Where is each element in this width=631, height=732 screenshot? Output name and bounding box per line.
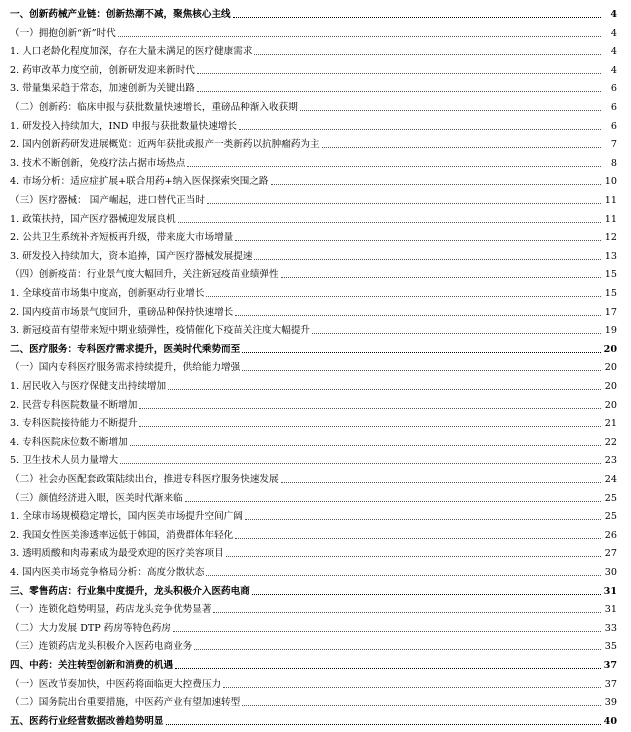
toc-entry[interactable]	[10, 657, 617, 675]
toc-entry-page: 15	[604, 269, 617, 281]
toc-entry-title: （三）颜值经济进入眼，医美时代渐来临	[10, 492, 183, 504]
toc-entry-title: 1. 全球市场规模稳定增长，国内医美市场提升空间广阔	[10, 511, 243, 523]
toc-entry[interactable]	[10, 266, 617, 284]
toc-leader-dots	[239, 129, 601, 130]
toc-entry[interactable]	[10, 452, 617, 470]
toc-entry-title: 1. 居民收入与医疗保健支出持续增加	[10, 381, 167, 392]
toc-entry-title: 3. 带量集采趋于常态，加速创新为关键出路	[10, 83, 195, 95]
toc-entry[interactable]	[10, 694, 617, 712]
toc-entry[interactable]	[10, 676, 617, 694]
toc-leader-dots	[235, 315, 601, 316]
toc-entry-page: 15	[604, 288, 617, 299]
toc-entry[interactable]	[10, 341, 617, 359]
toc-entry-page: 12	[604, 232, 617, 244]
toc-leader-dots	[206, 296, 601, 297]
toc-leader-dots	[139, 408, 601, 409]
toc-entry-title: 1. 政策扶持，国产医疗器械迎发展良机	[10, 213, 176, 225]
toc-entry[interactable]	[10, 211, 617, 229]
toc-entry-page: 25	[604, 511, 617, 523]
toc-entry[interactable]	[10, 62, 617, 80]
toc-entry[interactable]	[10, 434, 617, 452]
toc-entry[interactable]	[10, 43, 617, 61]
toc-entry-title: （一）国内专科医疗服务需求持续提升，供给能力增强	[10, 362, 241, 374]
toc-leader-dots	[242, 705, 601, 706]
toc-entry[interactable]	[10, 490, 617, 508]
toc-entry-title: 2. 我国女性医美渗透率远低于韩国，消费群体年轻化	[10, 529, 234, 541]
toc-entry-page: 31	[604, 604, 617, 616]
toc-entry[interactable]	[10, 304, 617, 322]
toc-entry-page: 30	[604, 567, 617, 578]
toc-entry-title: 3. 新冠疫苗有望带来短中期业绩弹性，疫情催化下疫苗关注度大幅提升	[10, 325, 311, 337]
toc-entry-title: 3. 研发投入持续加大，资本追捧，国产医疗器械发展提速	[10, 250, 253, 262]
toc-entry[interactable]	[10, 638, 617, 656]
toc-leader-dots	[281, 277, 601, 278]
toc-leader-dots	[120, 463, 601, 464]
toc-entry-title: 4. 市场分析：适应症扩展+联合用药+纳入医保探索突围之路	[10, 176, 269, 188]
toc-entry-page: 6	[610, 102, 617, 113]
toc-entry-title: 5. 卫生技术人员力量增大	[10, 455, 119, 467]
toc-entry[interactable]	[10, 583, 617, 601]
toc-entry[interactable]	[10, 99, 617, 117]
toc-entry-title: （二）大力发展 DTP 药房等特色药房	[10, 622, 171, 634]
toc-leader-dots	[271, 184, 601, 185]
toc-entry-page: 4	[610, 27, 617, 39]
toc-leader-dots	[139, 426, 601, 427]
toc-leader-dots	[254, 259, 601, 260]
toc-entry[interactable]	[10, 713, 617, 731]
toc-leader-dots	[281, 482, 601, 483]
toc-leader-dots	[187, 166, 601, 167]
toc-leader-dots	[312, 333, 601, 334]
toc-entry-title: 1. 人口老龄化程度加深，存在大量未满足的医疗健康需求	[10, 46, 253, 58]
toc-entry-title: 4. 专科医院床位数不断增加	[10, 436, 128, 448]
toc-entry[interactable]	[10, 136, 617, 154]
toc-leader-dots	[130, 445, 601, 446]
toc-entry-title: 3. 透明质酸和肉毒素成为最受欢迎的医疗美容项目	[10, 548, 224, 560]
toc-entry-page: 40	[603, 715, 617, 727]
toc-leader-dots	[197, 73, 601, 74]
toc-entry[interactable]	[10, 359, 617, 377]
toc-entry-page: 25	[604, 492, 617, 504]
toc-entry-title: 3. 专科医院接待能力不断提升	[10, 418, 138, 430]
toc-entry-title: （一）拥抱创新“新”时代	[10, 27, 116, 39]
toc-leader-dots	[175, 668, 601, 669]
toc-entry-page: 17	[604, 306, 617, 318]
toc-entry[interactable]	[10, 285, 617, 303]
toc-leader-dots	[235, 538, 601, 539]
toc-leader-dots	[233, 17, 601, 18]
toc-leader-dots	[118, 36, 601, 37]
toc-entry-page: 20	[604, 381, 617, 392]
toc-entry-page: 11	[604, 213, 617, 225]
toc-entry[interactable]	[10, 155, 617, 173]
toc-leader-dots	[242, 370, 601, 371]
toc-entry-title: 2. 药审改革力度空前，创新研发迎来新时代	[10, 64, 195, 76]
toc-leader-dots	[226, 556, 601, 557]
toc-entry-title: （一）连锁化趋势明显，药店龙头竞争优势显著	[10, 604, 212, 616]
toc-entry[interactable]	[10, 471, 617, 489]
toc-entry[interactable]	[10, 118, 617, 136]
toc-entry-title: 2. 国内疫苗市场景气度回升，重磅品种保持快速增长	[10, 306, 234, 318]
toc-leader-dots	[213, 612, 601, 613]
toc-leader-dots	[245, 519, 601, 520]
toc-entry[interactable]	[10, 173, 617, 191]
toc-entry-page: 4	[610, 64, 617, 76]
toc-entry-page: 20	[603, 343, 617, 355]
toc-entry[interactable]	[10, 248, 617, 266]
toc-entry-page: 10	[604, 176, 617, 188]
toc-leader-dots	[322, 147, 601, 148]
toc-entry-title: 四、中药：关注转型创新和消费的机遇	[10, 660, 174, 671]
toc-entry-title: 2. 国内创新药研发进展概览：近两年获批或报产一类新药以抗肿瘤药为主	[10, 139, 320, 151]
toc-entry-page: 8	[610, 157, 617, 169]
toc-entry[interactable]	[10, 564, 617, 582]
toc-entry[interactable]	[10, 527, 617, 545]
toc-entry-title: 4. 国内医美市场竞争格局分析：高度分散状态	[10, 567, 205, 578]
toc-entry-page: 27	[604, 548, 617, 560]
toc-entry-page: 24	[604, 474, 617, 485]
toc-entry[interactable]	[10, 6, 617, 24]
toc-entry[interactable]	[10, 415, 617, 433]
toc-entry[interactable]	[10, 322, 617, 340]
toc-entry-title: 2. 公共卫生系统补齐短板再升级，带来庞大市场增量	[10, 232, 234, 244]
toc-leader-dots	[254, 54, 601, 55]
toc-entry-page: 26	[604, 529, 617, 541]
toc-entry-page: 11	[604, 195, 617, 206]
toc-entry-page: 20	[604, 362, 617, 374]
toc-entry[interactable]	[10, 25, 617, 43]
toc-entry[interactable]	[10, 192, 617, 210]
toc-leader-dots	[223, 687, 601, 688]
toc-entry[interactable]	[10, 229, 617, 247]
toc-entry-page: 6	[610, 120, 617, 132]
toc-entry[interactable]	[10, 601, 617, 619]
toc-entry-title: （一）医改节奏加快，中医药将面临更大控费压力	[10, 678, 222, 690]
toc-entry-page: 37	[603, 660, 617, 671]
toc-leader-dots	[166, 724, 602, 725]
toc-leader-dots	[197, 91, 601, 92]
toc-leader-dots	[185, 501, 601, 502]
toc-entry-page: 35	[604, 641, 617, 653]
toc-leader-dots	[178, 222, 601, 223]
toc-entry[interactable]	[10, 620, 617, 638]
toc-leader-dots	[252, 594, 601, 595]
toc-entry-page: 39	[604, 697, 617, 709]
toc-entry-page: 23	[604, 455, 617, 467]
toc-entry-page: 19	[604, 325, 617, 337]
toc-entry-page: 4	[610, 46, 617, 58]
toc-leader-dots	[300, 110, 601, 111]
toc-leader-dots	[194, 649, 601, 650]
toc-entry[interactable]	[10, 508, 617, 526]
toc-entry-title: （三）连锁药店龙头积极介入医药电商业务	[10, 641, 193, 653]
toc-leader-dots	[173, 631, 601, 632]
toc-entry-page: 22	[604, 436, 617, 448]
toc-leader-dots	[242, 352, 601, 353]
toc-entry-page: 7	[610, 139, 617, 151]
toc-entry-title: 三、零售药店：行业集中度提升，龙头积极介入医药电商	[10, 585, 250, 597]
toc-entry-title: 1. 研发投入持续加大，IND 申报与获批数量快速增长	[10, 120, 238, 132]
toc-entry-title: （三）医疗器械： 国产崛起，进口替代正当时	[10, 195, 205, 206]
toc-entry-title: （二）创新药：临床申报与获批数量快速增长，重磅品种渐入收获期	[10, 102, 298, 113]
toc-entry-title: 二、医疗服务：专科医疗需求提升，医美时代乘势而至	[10, 343, 241, 355]
toc-entry-page: 21	[604, 418, 617, 430]
toc-entry-title: 五、医药行业经营数据改善趋势明显	[10, 715, 164, 727]
toc-leader-dots	[207, 203, 601, 204]
toc-entry-title: 2. 民营专科医院数量不断增加	[10, 399, 138, 411]
toc-entry-page: 33	[604, 622, 617, 634]
toc-entry-title: （四）创新疫苗：行业景气度大幅回升，关注新冠疫苗业绩弹性	[10, 269, 279, 281]
toc-leader-dots	[168, 389, 601, 390]
toc-entry-page: 37	[604, 678, 617, 690]
toc-entry-title: （二）社会办医配套政策陆续出台，推进专科医疗服务快速发展	[10, 474, 279, 485]
toc-entry-page: 31	[603, 585, 617, 597]
toc-leader-dots	[206, 575, 601, 576]
toc-entry-page: 13	[604, 250, 617, 262]
toc-entry-page: 6	[610, 83, 617, 95]
toc-entry[interactable]	[10, 80, 617, 98]
toc-entry-title: 一、创新药械产业链：创新热潮不减，聚焦核心主线	[10, 9, 231, 20]
toc-entry-page: 4	[610, 9, 617, 20]
toc-entry[interactable]	[10, 378, 617, 396]
toc-entry-title: （二）国务院出台重要措施，中医药产业有望加速转型	[10, 697, 241, 709]
toc-entry-title: 1. 全球疫苗市场集中度高，创新驱动行业增长	[10, 288, 205, 299]
toc-entry[interactable]	[10, 545, 617, 563]
toc-entry-title: 3. 技术不断创新，免疫疗法占据市场热点	[10, 157, 186, 169]
toc-leader-dots	[235, 240, 601, 241]
toc-entry[interactable]	[10, 397, 617, 415]
toc-entry-page: 20	[604, 399, 617, 411]
